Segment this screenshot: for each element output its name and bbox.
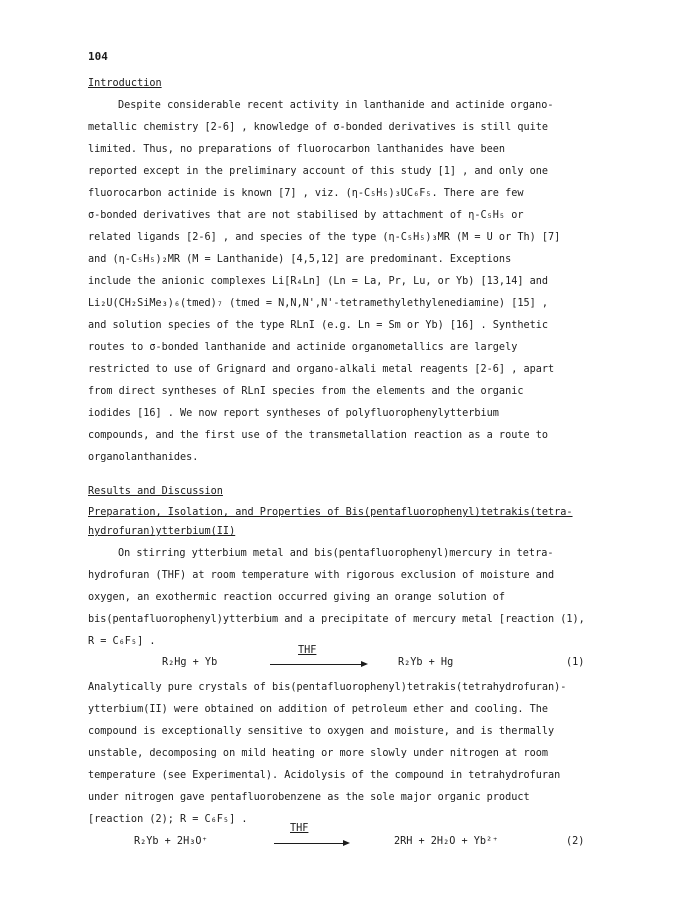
equation-2-number: (2) bbox=[566, 836, 585, 847]
text-line: temperature (see Experimental). Acidolysis of the compound in tetrahydrofuran bbox=[88, 770, 561, 781]
reaction-arrow-icon bbox=[274, 843, 348, 844]
text-line: restricted to use of Grignard and organo-alkali metal reagents [2-6] , apart bbox=[88, 364, 555, 375]
text-line: reported except in the preliminary account of this study [1] , and only one bbox=[88, 166, 549, 177]
text-line: under nitrogen gave pentafluorobenzene as the sole major organic product bbox=[88, 792, 530, 803]
text-line: include the anionic complexes Li[R₄Ln] (Ln = La, Pr, Lu, or Yb) [13,14] and bbox=[88, 276, 549, 287]
text-line: ytterbium(II) were obtained on addition of petroleum ether and cooling. The bbox=[88, 704, 549, 715]
text-line: compound is exceptionally sensitive to oxygen and moisture, and is thermally bbox=[88, 726, 555, 737]
text-line: On stirring ytterbium metal and bis(pentafluorophenyl)mercury in tetra- bbox=[118, 548, 554, 559]
equation-1-number: (1) bbox=[566, 657, 585, 668]
text-line: Analytically pure crystals of bis(pentafluorophenyl)tetrakis(tetrahydrofuran)- bbox=[88, 682, 567, 693]
results-heading: Results and Discussion bbox=[88, 486, 223, 497]
equation-2-products: 2RH + 2H₂O + Yb²⁺ bbox=[394, 836, 499, 847]
text-line: unstable, decomposing on mild heating or more slowly under nitrogen at room bbox=[88, 748, 549, 759]
text-line: related ligands [2-6] , and species of the type (η-C₅H₅)₃MR (M = U or Th) [7] bbox=[88, 232, 561, 243]
reaction-arrow-icon bbox=[270, 664, 366, 665]
text-line: R = C₆F₅] . bbox=[88, 636, 156, 647]
text-line: bis(pentafluorophenyl)ytterbium and a precipitate of mercury metal [reaction (1), bbox=[88, 614, 585, 625]
subsection-heading-line-1: Preparation, Isolation, and Properties of Bis(pentafluorophenyl)tetrakis(tetra- bbox=[88, 507, 573, 518]
equation-1-condition: THF bbox=[298, 645, 317, 656]
subsection-heading-line-2: hydrofuran)ytterbium(II) bbox=[88, 526, 236, 537]
text-line: Li₂U(CH₂SiMe₃)₆(tmed)₇ (tmed = N,N,N',N'-tetramethylethylenediamine) [15] , bbox=[88, 298, 549, 309]
text-line: oxygen, an exothermic reaction occurred giving an orange solution of bbox=[88, 592, 506, 603]
text-line: limited. Thus, no preparations of fluorocarbon lanthanides have been bbox=[88, 144, 506, 155]
text-line: iodides [16] . We now report syntheses of polyfluorophenylytterbium bbox=[88, 408, 499, 419]
text-line: metallic chemistry [2-6] , knowledge of σ-bonded derivatives is still quite bbox=[88, 122, 549, 133]
text-line: from direct syntheses of RLnI species from the elements and the organic bbox=[88, 386, 524, 397]
text-line: and solution species of the type RLnI (e.g. Ln = Sm or Yb) [16] . Synthetic bbox=[88, 320, 549, 331]
introduction-heading: Introduction bbox=[88, 78, 162, 89]
text-line: fluorocarbon actinide is known [7] , viz. (η-C₅H₅)₃UC₆F₅. There are few bbox=[88, 188, 524, 199]
text-line: routes to σ-bonded lanthanide and actinide organometallics are largely bbox=[88, 342, 518, 353]
text-line: Despite considerable recent activity in lanthanide and actinide organo- bbox=[118, 100, 554, 111]
text-line: hydrofuran (THF) at room temperature with rigorous exclusion of moisture and bbox=[88, 570, 555, 581]
text-line: compounds, and the first use of the transmetallation reaction as a route to bbox=[88, 430, 549, 441]
equation-1-reactants: R₂Hg + Yb bbox=[162, 657, 218, 668]
equation-2-reactants: R₂Yb + 2H₃O⁺ bbox=[134, 836, 208, 847]
page-number: 104 bbox=[88, 50, 108, 63]
text-line: organolanthanides. bbox=[88, 452, 199, 463]
equation-1-products: R₂Yb + Hg bbox=[398, 657, 454, 668]
equation-2-condition: THF bbox=[290, 823, 309, 834]
text-line: [reaction (2); R = C₆F₅] . bbox=[88, 814, 248, 825]
text-line: and (η-C₅H₅)₂MR (M = Lanthanide) [4,5,12] are predominant. Exceptions bbox=[88, 254, 512, 265]
text-line: σ-bonded derivatives that are not stabilised by attachment of η-C₅H₅ or bbox=[88, 210, 524, 221]
